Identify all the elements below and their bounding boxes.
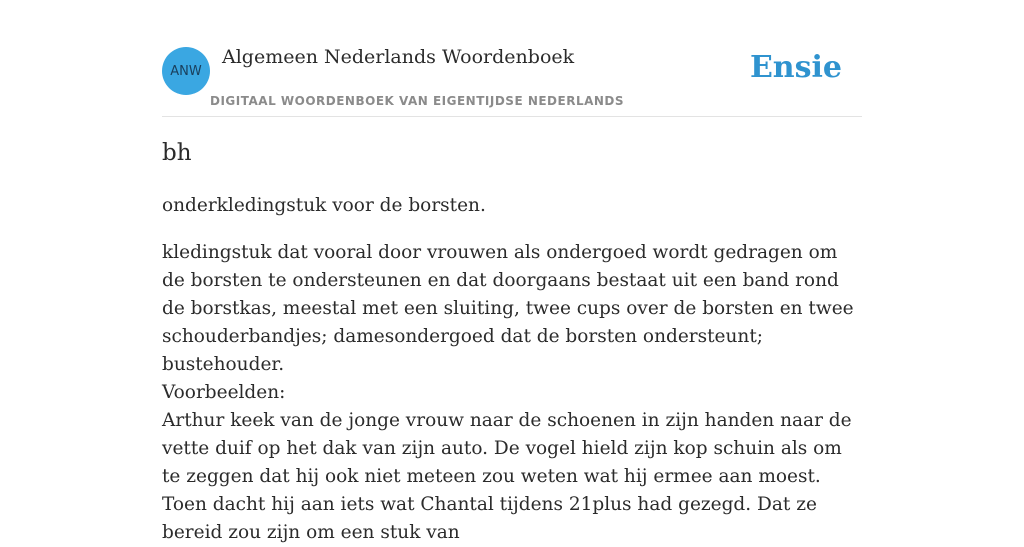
example-text: Arthur keek van de jonge vrouw naar de schoenen in zijn handen naar de vette duif op het dak van zijn auto. De vogel hield zijn kop schuin als om te zeggen dat hij ook niet meteen zou weten wat hij ermee aan moest. Toen dacht hij aan iets wat Chantal tijdens 21plus had gezegd. Dat ze bereid zou zijn om een stuk van: [162, 410, 852, 543]
logo-text: ANW: [170, 63, 202, 79]
anw-logo[interactable]: [162, 47, 210, 95]
ensie-brand-link[interactable]: Ensie: [749, 50, 842, 85]
short-definition: onderkledingstuk voor de borsten.: [162, 195, 486, 216]
examples-label: Voorbeelden:: [162, 382, 286, 403]
site-title[interactable]: Algemeen Nederlands Woordenboek: [222, 46, 575, 68]
header: [162, 0, 862, 117]
long-definition: kledingstuk dat vooral door vrouwen als ondergoed wordt gedragen om de borsten te ondersteunen en dat doorgaans bestaat uit een band rond de borstkas, meestal met een sluiting, twee cups over de borsten en twee schouderbandjes; damesondergoed dat de borsten ondersteunt; bustehouder.: [162, 242, 854, 375]
site-subtitle: DIGITAAL WOORDENBOEK VAN EIGENTIJDSE NEDERLANDS: [210, 94, 625, 108]
page: [162, 0, 862, 543]
headword: bh: [162, 140, 192, 166]
